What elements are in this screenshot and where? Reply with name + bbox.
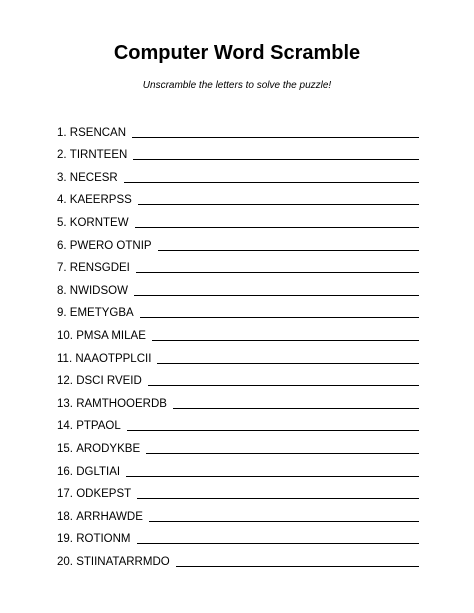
answer-line bbox=[138, 193, 419, 205]
item-number: 15. bbox=[57, 442, 73, 455]
scrambled-word: RENSGDEI bbox=[69, 262, 130, 275]
scrambled-word: ARODYKBE bbox=[76, 442, 141, 455]
scramble-item bbox=[57, 275, 419, 298]
answer-line bbox=[137, 532, 419, 544]
item-number: 10. bbox=[57, 329, 73, 342]
answer-line bbox=[126, 465, 419, 477]
scramble-item bbox=[57, 343, 419, 366]
answer-line bbox=[137, 487, 419, 499]
item-number: 1. bbox=[57, 126, 67, 139]
answer-line bbox=[134, 284, 419, 296]
scrambled-word: TIRNTEEN bbox=[69, 149, 128, 162]
scrambled-word: RSENCAN bbox=[69, 126, 127, 139]
answer-line bbox=[173, 397, 419, 409]
scrambled-word: NAAOTPPLCII bbox=[75, 352, 152, 365]
answer-line bbox=[132, 126, 419, 138]
scrambled-word: STIINATARRMDO bbox=[76, 555, 170, 568]
scramble-item bbox=[57, 230, 419, 253]
answer-line bbox=[157, 352, 419, 364]
item-number: 6. bbox=[57, 239, 67, 252]
scrambled-word: PMSA MILAE bbox=[76, 329, 146, 342]
scramble-item bbox=[57, 479, 419, 502]
answer-line bbox=[176, 555, 419, 567]
scramble-item bbox=[57, 253, 419, 276]
scramble-list bbox=[57, 117, 419, 569]
scrambled-word: DSCI RVEID bbox=[76, 375, 142, 388]
item-number: 16. bbox=[57, 465, 73, 478]
item-number: 2. bbox=[57, 149, 67, 162]
scrambled-word: RAMTHOOERDB bbox=[76, 397, 167, 410]
answer-line bbox=[124, 171, 419, 183]
scramble-item bbox=[57, 456, 419, 479]
item-number: 4. bbox=[57, 194, 67, 207]
page-title: Computer Word Scramble bbox=[113, 42, 361, 64]
scramble-item bbox=[57, 140, 419, 163]
answer-line bbox=[136, 261, 419, 273]
item-number: 14. bbox=[57, 420, 73, 433]
answer-line bbox=[158, 239, 419, 251]
scramble-item bbox=[57, 366, 419, 389]
answer-line bbox=[148, 374, 419, 386]
answer-line bbox=[152, 329, 419, 341]
item-number: 3. bbox=[57, 171, 67, 184]
item-number: 11. bbox=[57, 352, 73, 365]
scrambled-word: NECESR bbox=[69, 171, 118, 184]
scrambled-word: KAEERPSS bbox=[69, 194, 132, 207]
scramble-item bbox=[57, 501, 419, 524]
scramble-item bbox=[57, 117, 419, 140]
item-number: 19. bbox=[57, 533, 73, 546]
scrambled-word: DGLTIAI bbox=[76, 465, 121, 478]
item-number: 18. bbox=[57, 510, 73, 523]
scramble-item bbox=[57, 162, 419, 185]
answer-line bbox=[135, 216, 419, 228]
page-subtitle: Unscramble the letters to solve the puzzle! bbox=[142, 80, 332, 91]
scrambled-word: EMETYGBA bbox=[69, 307, 134, 320]
answer-line bbox=[133, 148, 419, 160]
item-number: 17. bbox=[57, 488, 73, 501]
answer-line bbox=[140, 306, 419, 318]
item-number: 13. bbox=[57, 397, 73, 410]
answer-line bbox=[149, 510, 419, 522]
scramble-item bbox=[57, 524, 419, 547]
scramble-item bbox=[57, 320, 419, 343]
scramble-item bbox=[57, 388, 419, 411]
scramble-item bbox=[57, 433, 419, 456]
scramble-item bbox=[57, 546, 419, 569]
scramble-item bbox=[57, 298, 419, 321]
answer-line bbox=[146, 442, 419, 454]
item-number: 7. bbox=[57, 262, 67, 275]
item-number: 9. bbox=[57, 307, 67, 320]
item-number: 12. bbox=[57, 375, 73, 388]
answer-line bbox=[127, 419, 419, 431]
scrambled-word: ODKEPST bbox=[76, 488, 132, 501]
scrambled-word: PWERO OTNIP bbox=[69, 239, 152, 252]
scrambled-word: PTPAOL bbox=[76, 420, 121, 433]
scramble-item bbox=[57, 411, 419, 434]
scramble-item bbox=[57, 207, 419, 230]
item-number: 8. bbox=[57, 284, 67, 297]
scrambled-word: ARRHAWDE bbox=[76, 510, 143, 523]
item-number: 20. bbox=[57, 555, 73, 568]
scrambled-word: ROTIONM bbox=[76, 533, 131, 546]
item-number: 5. bbox=[57, 216, 67, 229]
scrambled-word: KORNTEW bbox=[69, 216, 129, 229]
scrambled-word: NWIDSOW bbox=[69, 284, 128, 297]
scramble-item bbox=[57, 185, 419, 208]
